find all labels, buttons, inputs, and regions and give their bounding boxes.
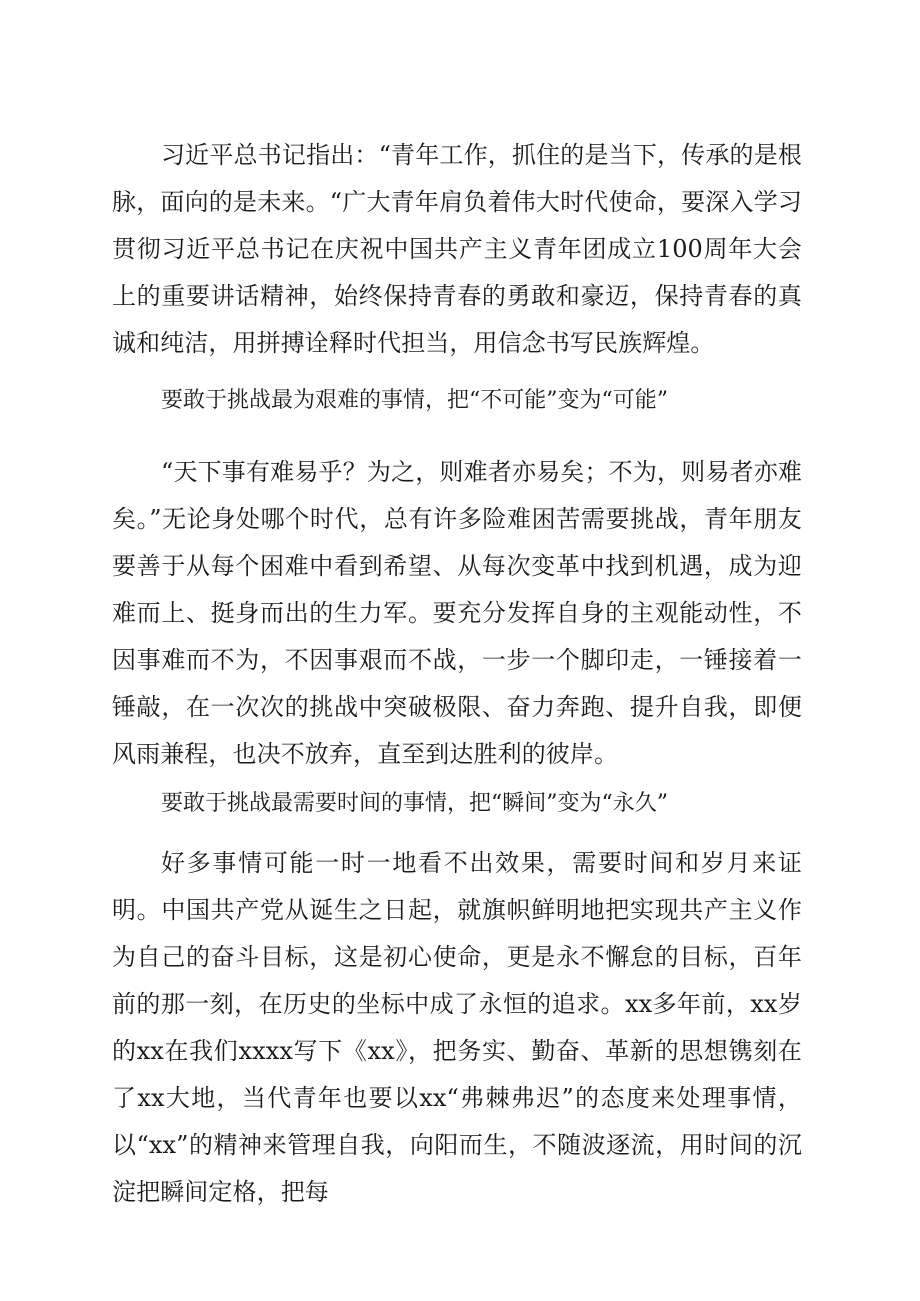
section-heading: 要敢于挑战最需要时间的事情，把“瞬间”变为“永久” <box>161 791 668 816</box>
body-paragraph: 习近平总书记指出：“青年工作，抓住的是当下，传承的是根脉，面向的是未来。“广大青年肩负着伟大时代使命，要深入学习贯彻习近平总书记在庆祝中国共产主义青年团成立100周年大会上的重要讲话精神，始终保持青春的勇敢和豪迈，保持青春的真诚和纯洁，用拼搏诠释时代担当，用信念书写民族辉煌。 <box>112 141 802 357</box>
section-heading: 要敢于挑战最为艰难的事情，把“不可能”变为“可能” <box>161 388 668 413</box>
body-paragraph: 好多事情可能一时一地看不出效果，需要时间和岁月来证明。中国共产党从诞生之日起，就旗帜鲜明地把实现共产主义作为自己的奋斗目标，这是初心使命，更是永不懈怠的目标，百年前的那一刻，在历史的坐标中成了永恒的追求。xx多年前，xx岁的xx在我们xxxx写下《xx》，把务实、勤奋、革新的思想镌刻在了xx大地，当代青年也要以xx“弗棘弗迟”的态度来处理事情，以“xx”的精神来管理自我，向阳而生，不随波逐流，用时间的沉淀把瞬间定格，把每 <box>112 849 802 1206</box>
body-paragraph: “天下事有难易乎？为之，则难者亦易矣；不为，则易者亦难矣。”无论身处哪个时代，总有许多险难困苦需要挑战，青年朋友要善于从每个困难中看到希望、从每次变革中找到机遇，成为迎难而上、挺身而出的生力军。要充分发挥自身的主观能动性，不因事难而不为，不因事艰而不战，一步一个脚印走，一锤接着一锤敲，在一次次的挑战中突破极限、奋力奔跑、提升自我，即便风雨兼程，也决不放弃，直至到达胜利的彼岸。 <box>112 458 802 768</box>
